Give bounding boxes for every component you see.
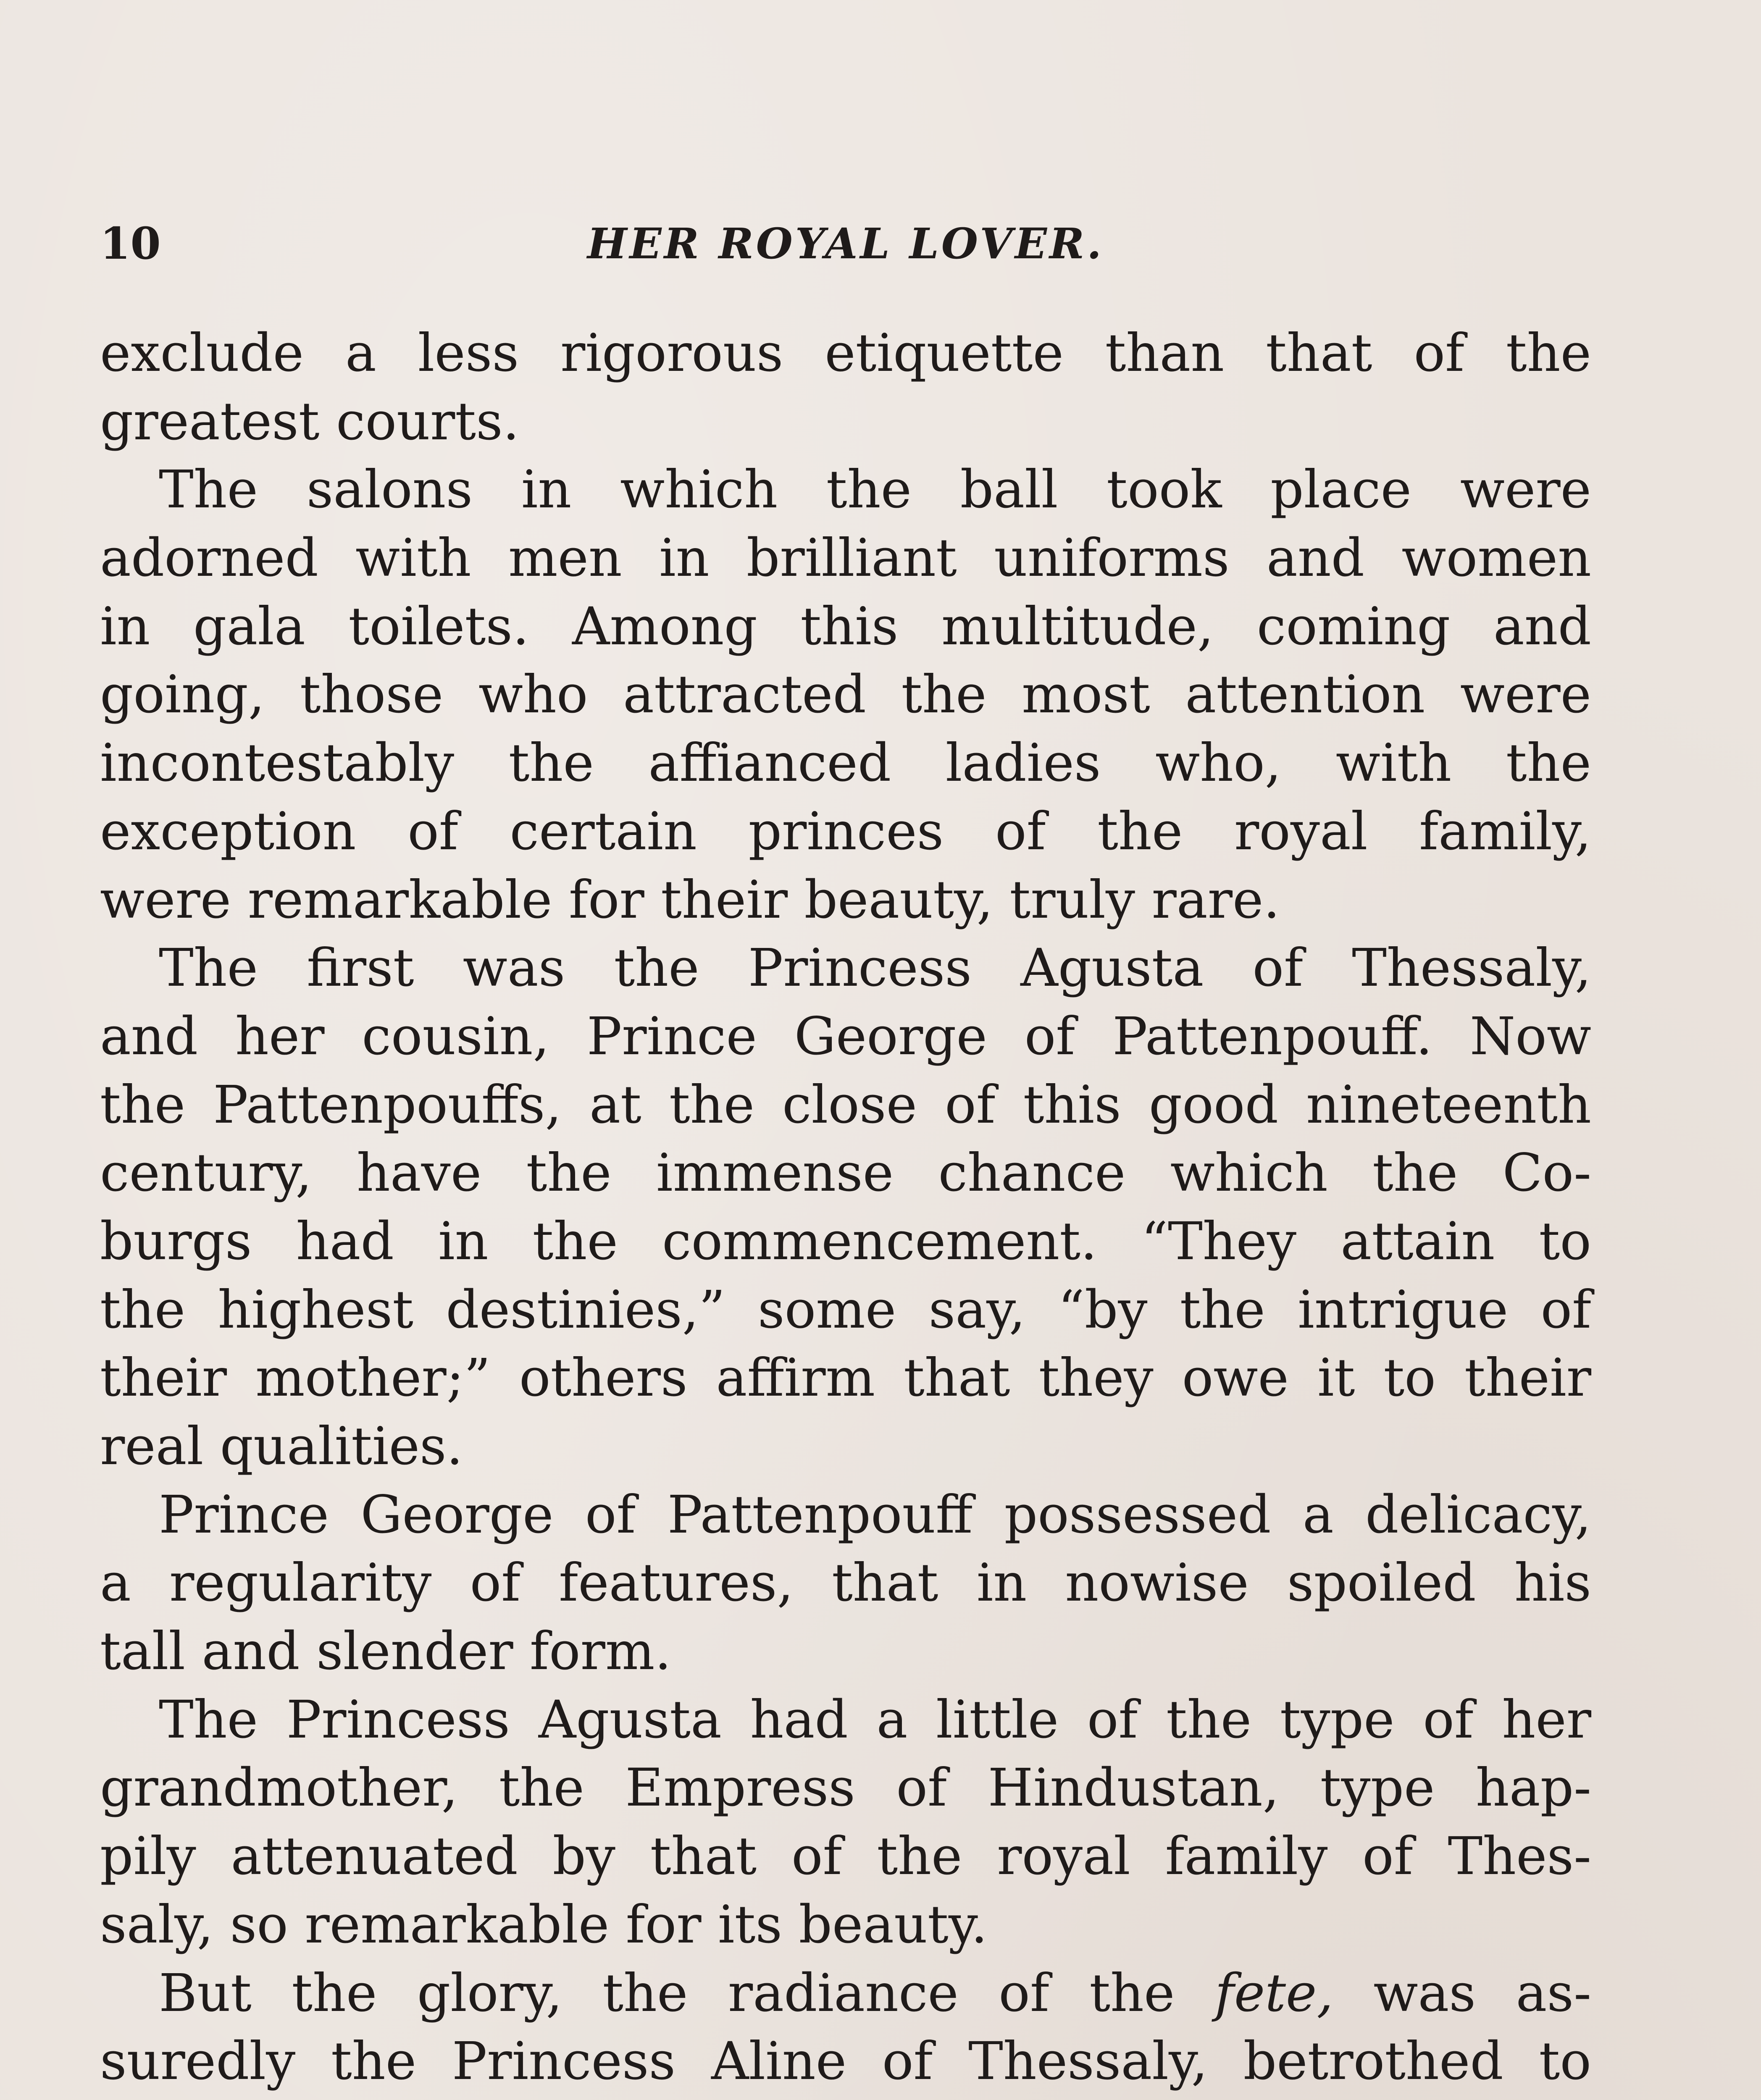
text-line: going, those who attracted the most attention were xyxy=(100,664,1591,725)
text-line: The first was the Princess Agusta of Thessaly, xyxy=(159,938,1591,999)
text-line: century, have the immense chance which the Co- xyxy=(100,1143,1591,1204)
text-line: The salons in which the ball took place were xyxy=(159,459,1591,520)
page-number: 10 xyxy=(100,218,161,269)
text-fragment: was as- xyxy=(1333,1963,1591,2024)
text-line: incontestably the affianced ladies who, with the xyxy=(100,733,1591,794)
text-line xyxy=(100,1959,1591,2028)
text-line: their mother;” others affirm that they owe it to their xyxy=(100,1348,1591,1409)
text-line: The Princess Agusta had a little of the type of her xyxy=(159,1689,1591,1750)
running-head xyxy=(100,214,1591,273)
text-line: exception of certain princes of the royal family, xyxy=(100,801,1591,862)
text-line: greatest courts. xyxy=(100,391,520,452)
text-line: a regularity of features, that in nowise spoiled his xyxy=(100,1553,1591,1614)
text-line: exclude a less rigorous etiquette than that of the xyxy=(100,323,1591,383)
text-line: the highest destinies,” some say, “by the intrigue of xyxy=(100,1279,1591,1340)
italic-word: fete, xyxy=(1214,1963,1333,2024)
text-fragment: But the glory, the radiance of the xyxy=(159,1963,1215,2024)
text-line: were remarkable for their beauty, truly rare. xyxy=(100,869,1280,930)
text-line: suredly the Princess Aline of Thessaly, betrothed to xyxy=(100,2031,1591,2092)
text-line: grandmother, the Empress of Hindustan, type hap- xyxy=(100,1758,1591,1819)
text-line: and her cousin, Prince George of Pattenpouff. Now xyxy=(100,1006,1591,1067)
text-line: real qualities. xyxy=(100,1416,463,1477)
text-line xyxy=(100,2096,1591,2100)
text-line: adorned with men in brilliant uniforms and women xyxy=(100,528,1591,589)
text-line: pily attenuated by that of the royal family of Thes- xyxy=(100,1826,1591,1887)
text-line: tall and slender form. xyxy=(100,1621,671,1682)
body-text xyxy=(100,319,1591,2100)
text-line: saly, so remarkable for its beauty. xyxy=(100,1894,988,1955)
text-line: in gala toilets. Among this multitude, coming and xyxy=(100,596,1591,657)
running-title: HER ROYAL LOVER. xyxy=(587,219,1104,268)
text-line: the Pattenpouffs, at the close of this good nineteenth xyxy=(100,1074,1591,1135)
text-line: Prince George of Pattenpouff possessed a delicacy, xyxy=(159,1484,1591,1545)
text-line: burgs had in the commencement. “They attain to xyxy=(100,1211,1591,1272)
